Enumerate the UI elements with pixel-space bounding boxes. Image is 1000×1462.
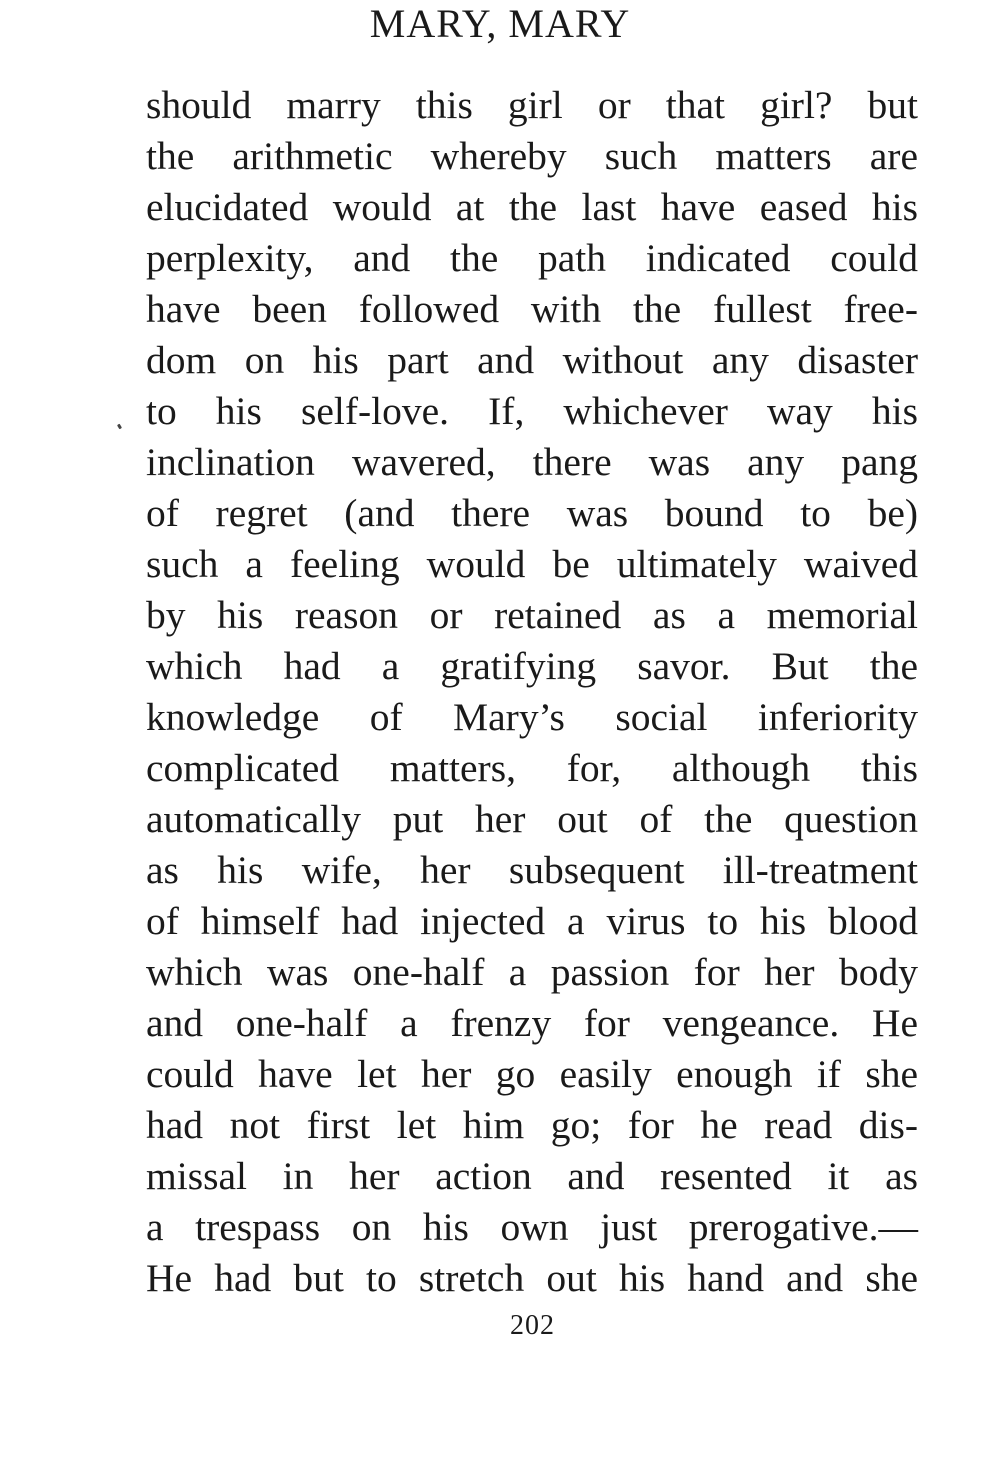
text-line: which had a gratifying savor. But the	[146, 644, 918, 688]
text-line: which was one-half a passion for her body	[146, 950, 918, 994]
text-line: a trespass on his own just prerogative.—	[146, 1205, 918, 1249]
page-number: 202	[510, 1310, 555, 1341]
text-line: as his wife, her subsequent ill-treatment	[146, 848, 918, 892]
text-line: such a feeling would be ultimately waived	[146, 542, 918, 586]
print-speck	[117, 424, 122, 430]
running-head: MARY, MARY	[369, 1, 631, 46]
text-line: dom on his part and without any disaster	[146, 338, 918, 382]
text-line: missal in her action and resented it as	[146, 1154, 918, 1198]
text-line: of regret (and there was bound to be)	[146, 491, 918, 535]
text-line: perplexity, and the path indicated could	[146, 236, 918, 280]
text-line: to his self-love. If, whichever way his	[146, 389, 918, 433]
text-line: knowledge of Mary’s social inferiority	[146, 695, 918, 739]
text-line: had not first let him go; for he read dis-	[146, 1103, 918, 1147]
text-line: by his reason or retained as a memorial	[146, 593, 918, 637]
text-line: the arithmetic whereby such matters are	[146, 134, 918, 178]
text-line: elucidated would at the last have eased his	[146, 185, 918, 229]
text-line: have been followed with the fullest free-	[146, 287, 918, 331]
text-line: complicated matters, for, although this	[146, 746, 918, 790]
text-line: should marry this girl or that girl? but	[146, 83, 918, 127]
text-line: and one-half a frenzy for vengeance. He	[146, 1001, 918, 1045]
text-line: could have let her go easily enough if she	[146, 1052, 918, 1096]
text-line: He had but to stretch out his hand and she	[146, 1256, 918, 1300]
text-line: automatically put her out of the question	[146, 797, 918, 841]
text-line: of himself had injected a virus to his blood	[146, 899, 918, 943]
body-text	[146, 80, 918, 1304]
text-line: inclination wavered, there was any pang	[146, 440, 918, 484]
